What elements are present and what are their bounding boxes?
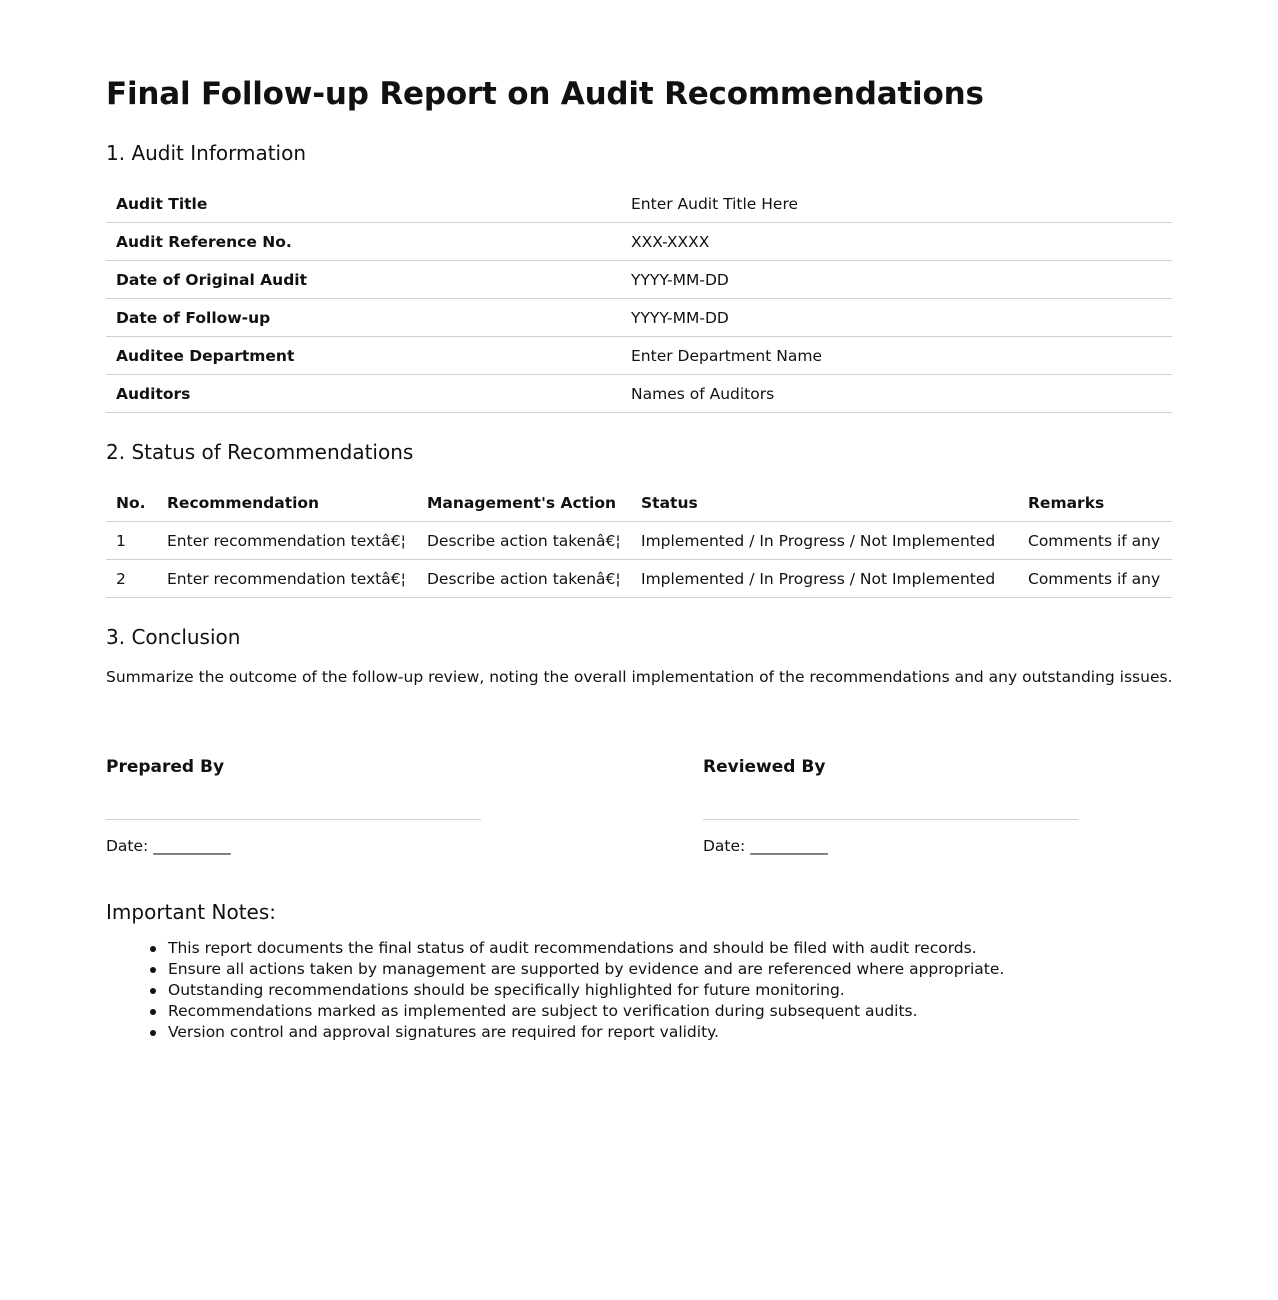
field-value: XXX-XXXX	[621, 223, 1172, 261]
cell-recommendation: Enter recommendation textâ€¦	[157, 560, 417, 598]
field-value: Enter Department Name	[621, 337, 1172, 375]
field-label: Audit Reference No.	[106, 223, 621, 261]
important-notes-list	[106, 938, 1004, 1043]
table-row	[106, 560, 1172, 598]
conclusion-text: Summarize the outcome of the follow-up review, noting the overall implementation of the recommendations and any outstanding issues.	[106, 668, 1173, 686]
cell-management-action: Describe action takenâ€¦	[417, 522, 631, 560]
table-row	[106, 223, 1172, 261]
cell-no: 1	[106, 522, 157, 560]
table-row	[106, 375, 1172, 413]
cell-recommendation: Enter recommendation textâ€¦	[157, 522, 417, 560]
column-header-remarks: Remarks	[1018, 484, 1172, 522]
list-item: Recommendations marked as implemented are subject to verification during subsequent audits.	[168, 1001, 1004, 1022]
prepared-by-date: Date: __________	[106, 837, 231, 855]
section-heading-conclusion: 3. Conclusion	[106, 625, 241, 649]
important-notes-heading: Important Notes:	[106, 900, 277, 924]
reviewed-by-block	[703, 757, 1078, 855]
field-value: Enter Audit Title Here	[621, 185, 1172, 223]
field-label: Date of Follow-up	[106, 299, 621, 337]
field-label: Date of Original Audit	[106, 261, 621, 299]
table-header-row	[106, 484, 1172, 522]
reviewed-by-label: Reviewed By	[703, 757, 826, 777]
table-row	[106, 185, 1172, 223]
column-header-no: No.	[106, 484, 157, 522]
column-header-status: Status	[631, 484, 1018, 522]
table-row	[106, 261, 1172, 299]
list-item: Outstanding recommendations should be specifically highlighted for future monitoring.	[168, 980, 1004, 1001]
cell-management-action: Describe action takenâ€¦	[417, 560, 631, 598]
column-header-recommendation: Recommendation	[157, 484, 417, 522]
table-row	[106, 337, 1172, 375]
cell-no: 2	[106, 560, 157, 598]
section-heading-status-of-recommendations: 2. Status of Recommendations	[106, 440, 414, 464]
reviewed-by-signature-line[interactable]	[703, 819, 1078, 820]
cell-status: Implemented / In Progress / Not Implemented	[631, 560, 1018, 598]
table-row	[106, 522, 1172, 560]
table-row	[106, 299, 1172, 337]
field-label: Audit Title	[106, 185, 621, 223]
prepared-by-label: Prepared By	[106, 757, 225, 777]
section-heading-audit-information: 1. Audit Information	[106, 141, 307, 165]
audit-information-table	[106, 185, 1172, 413]
list-item: Ensure all actions taken by management are supported by evidence and are referenced where appropriate.	[168, 960, 1005, 978]
field-value: YYYY-MM-DD	[621, 261, 1172, 299]
field-label: Auditee Department	[106, 337, 621, 375]
recommendations-table	[106, 484, 1172, 598]
field-label: Auditors	[106, 375, 621, 413]
field-value: YYYY-MM-DD	[621, 299, 1172, 337]
cell-remarks: Comments if any	[1018, 522, 1172, 560]
prepared-by-block	[106, 757, 481, 855]
field-value: Names of Auditors	[621, 375, 1172, 413]
prepared-by-signature-line[interactable]	[106, 819, 481, 820]
list-item: Version control and approval signatures are required for report validity.	[168, 1022, 1004, 1043]
reviewed-by-date: Date: __________	[703, 837, 828, 855]
column-header-management-action: Management's Action	[417, 484, 631, 522]
list-item: This report documents the final status of audit recommendations and should be filed with audit records.	[168, 938, 1004, 959]
cell-status: Implemented / In Progress / Not Implemented	[631, 522, 1018, 560]
cell-remarks: Comments if any	[1018, 560, 1172, 598]
page-title: Final Follow-up Report on Audit Recommendations	[106, 76, 984, 112]
